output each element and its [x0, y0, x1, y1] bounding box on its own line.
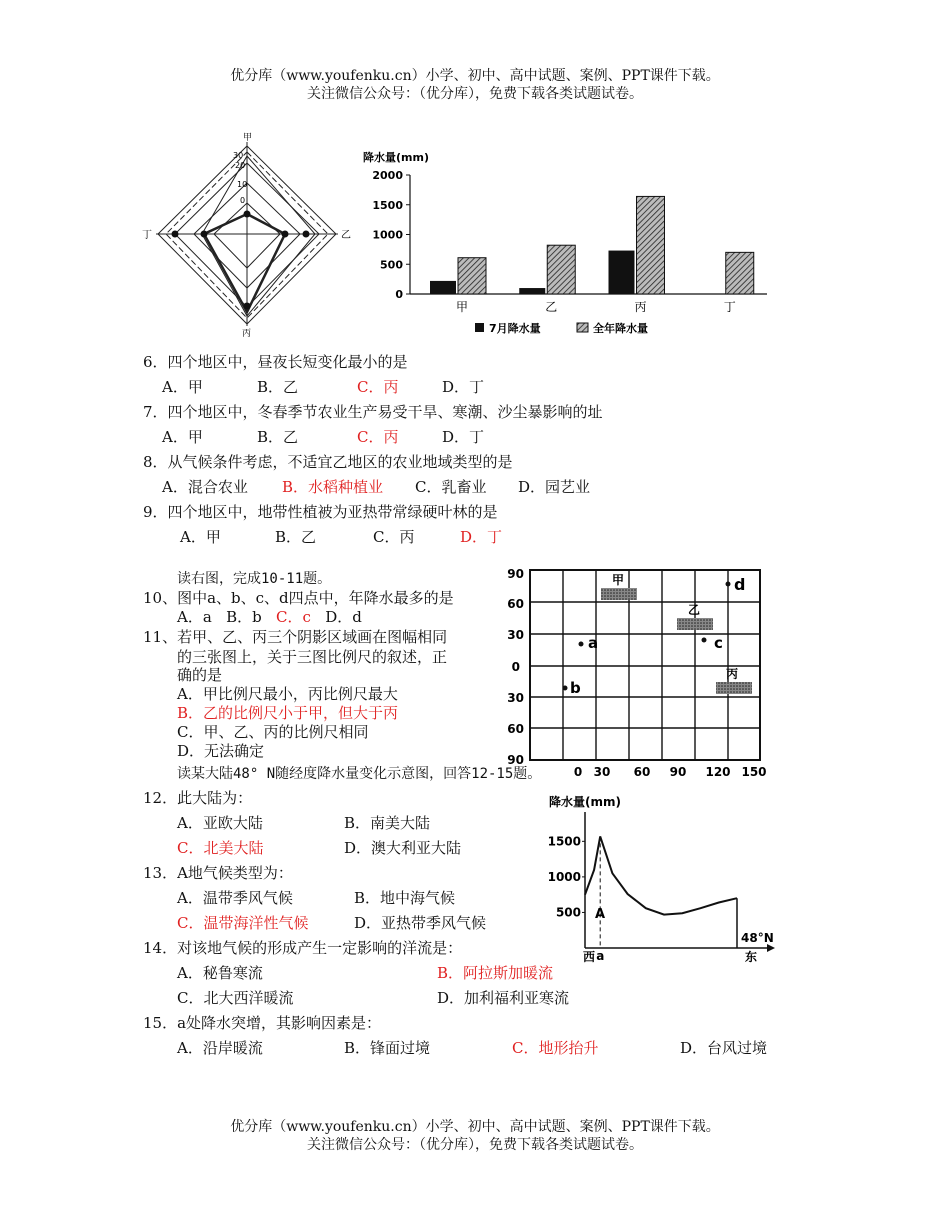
bar-july-1 [519, 288, 545, 294]
radar-point [303, 231, 310, 238]
q8-option-a: A．混合农业 [162, 478, 248, 496]
lon-label: 30 [593, 765, 611, 779]
footer-line-2: 关注微信公众号：（优分库），免费下载各类试题试卷。 [307, 1137, 643, 1153]
west-label: 西 [583, 950, 596, 964]
q11-option-c: C．甲、乙、丙的比例尺相同 [177, 723, 369, 741]
question-7 [143, 402, 603, 422]
lon-label: 150 [741, 765, 767, 779]
lat-label: 60 [507, 597, 524, 611]
q7-option-a: A．甲 [162, 428, 203, 446]
q6-option-c: C．丙 [357, 378, 399, 396]
lat-label: 90 [507, 753, 524, 767]
lat-label: 30 [507, 628, 524, 642]
question-13: 13．A地气候类型为： [143, 864, 293, 882]
q11-option-b: B．乙的比例尺小于甲，但大于丙 [177, 704, 399, 722]
region-label-jia: 甲 [612, 573, 625, 587]
line-ytick-label: 1500 [547, 834, 581, 849]
question-text: 四个地区中，地带性植被为亚热带常绿硬叶林的是 [167, 503, 498, 521]
point-d-label: d [734, 575, 746, 594]
east-label: 东 [745, 950, 758, 964]
region-jia [601, 588, 637, 600]
q13-option-b: B．地中海气候 [354, 889, 456, 907]
radar-label-right: 乙 [341, 230, 351, 241]
question-text: 从气候条件考虑，不适宜乙地区的农业地域类型的是 [167, 453, 513, 471]
bar-annual-3 [726, 252, 754, 294]
question-6 [143, 352, 408, 372]
q9-option-a: A．甲 [180, 528, 221, 546]
region-label-bing: 丙 [726, 667, 739, 681]
bar-category-label: 甲 [455, 300, 469, 314]
q7-option-c: C．丙 [357, 428, 399, 446]
radar-point [282, 231, 289, 238]
q15-option-a: A．沿岸暖流 [177, 1039, 263, 1057]
point-c-label: c [714, 634, 723, 652]
lat-label: 90 [507, 567, 524, 581]
point-d-marker [726, 582, 731, 587]
question-9 [143, 502, 498, 522]
q6-option-b: B．乙 [257, 378, 299, 396]
radar-point [244, 303, 251, 310]
bar-ytick-label: 500 [380, 258, 403, 272]
radar-tick: 10 [237, 180, 248, 189]
region-bing [716, 682, 752, 694]
q14-option-b: B．阿拉斯加暖流 [437, 964, 554, 982]
lon-label: 120 [705, 765, 731, 779]
header-line-1: 优分库（www.youfenku.cn）小学、初中、高中试题、案例、PPT课件下载。 [230, 68, 720, 84]
A-label: A [595, 907, 606, 922]
point-a-marker [579, 642, 584, 647]
question-14: 14．对该地气候的形成产生一定影响的洋流是： [143, 939, 463, 957]
precip-line-chart [545, 790, 780, 965]
question-number: 6． [143, 353, 168, 371]
lon-label: 90 [669, 765, 687, 779]
region-yi [677, 618, 713, 630]
q8-option-b: B．水稻种植业 [282, 478, 384, 496]
section2-intro: 读右图，完成10-11题。 [177, 571, 332, 587]
q6-option-d: D．丁 [442, 378, 485, 396]
radar-point [172, 231, 179, 238]
bar-category-label: 丁 [723, 300, 736, 314]
section3-intro: 读某大陆48° N随经度降水量变化示意图，回答12-15题。 [177, 766, 542, 782]
grid-border [530, 570, 760, 760]
lat-label: 60 [507, 722, 524, 736]
q8-option-d: D．园艺业 [518, 478, 591, 496]
bar-july-0 [430, 281, 456, 294]
footer-line-1: 优分库（www.youfenku.cn）小学、初中、高中试题、案例、PPT课件下载。 [230, 1119, 720, 1135]
bar-ytick-label: 1000 [372, 228, 403, 242]
radar-point [244, 211, 251, 218]
radar-label-bottom: 丙 [242, 329, 252, 339]
bar-chart-title: 降水量(mm) [363, 151, 429, 164]
question-number: 7． [143, 403, 168, 421]
question-text: 四个地区中，冬春季节农业生产易受干旱、寒潮、沙尘暴影响的址 [167, 403, 603, 421]
question-11-line-3: 确的是 [177, 666, 223, 684]
q7-option-b: B．乙 [257, 428, 299, 446]
question-10: 10、图中a、b、c、d四点中，年降水最多的是 [143, 589, 454, 607]
q12-option-a: A．亚欧大陆 [177, 814, 263, 832]
bar-category-label: 乙 [545, 300, 558, 314]
radar-tick: 20 [235, 161, 246, 170]
x-axis-arrow [767, 944, 775, 952]
bar-ytick-label: 2000 [372, 169, 403, 182]
q10-option-c: C．c [276, 608, 311, 626]
a-label: a [596, 949, 605, 963]
point-b-label: b [570, 679, 581, 697]
q15-option-d: D．台风过境 [680, 1039, 768, 1057]
legend-swatch-annual [577, 323, 588, 332]
question-8 [143, 452, 513, 472]
lon-label: 0 [573, 765, 583, 779]
question-12: 12．此大陆为： [143, 789, 253, 807]
bar-july-2 [609, 251, 635, 294]
question-text: 四个地区中，昼夜长短变化最小的是 [167, 353, 408, 371]
q10-option-b: B．b [226, 608, 262, 626]
lat-48n-label: 48°N [741, 931, 774, 945]
bar-annual-0 [458, 258, 486, 294]
radar-chart [140, 130, 360, 340]
q6-option-a: A．甲 [162, 378, 203, 396]
bar-ytick-label: 0 [395, 288, 403, 301]
q10-option-a: A．a [177, 608, 212, 626]
question-11-line-1: 11、若甲、乙、丙三个阴影区域画在图幅相同 [143, 628, 448, 646]
question-15: 15．a处降水突增，其影响因素是： [143, 1014, 382, 1032]
radar-point [201, 231, 208, 238]
point-a-label: a [588, 634, 599, 652]
precip-bar-chart [355, 145, 775, 345]
q10-options [177, 607, 362, 627]
lat-label: 30 [507, 691, 524, 705]
question-number: 8． [143, 453, 168, 471]
legend-july: 7月降水量 [489, 322, 541, 335]
question-number: 9． [143, 503, 168, 521]
q8-option-c: C．乳畜业 [415, 478, 487, 496]
radar-label-left: 丁 [142, 230, 152, 241]
q13-option-d: D．亚热带季风气候 [354, 914, 487, 932]
point-b-marker [563, 686, 568, 691]
line-chart-title: 降水量(mm) [549, 795, 621, 809]
q14-option-a: A．秘鲁寒流 [177, 964, 263, 982]
question-11-line-2: 的三张图上，关于三图比例尺的叙述，正 [177, 648, 448, 666]
bar-annual-1 [547, 245, 575, 294]
q13-option-c: C．温带海洋性气候 [177, 914, 309, 932]
q11-option-d: D．无法确定 [177, 742, 265, 760]
q15-option-b: B．锋面过境 [344, 1039, 431, 1057]
radar-tick: 0 [240, 196, 246, 205]
radar-tick: 30 [233, 151, 244, 160]
q12-option-d: D．澳大利亚大陆 [344, 839, 462, 857]
lat-label: 0 [511, 660, 520, 674]
bar-category-label: 丙 [634, 300, 647, 314]
q10-option-d: D．d [325, 608, 362, 626]
legend-annual: 全年降水量 [593, 322, 648, 335]
precip-curve [585, 836, 737, 914]
point-c-marker [702, 638, 707, 643]
q7-option-d: D．丁 [442, 428, 485, 446]
q14-option-c: C．北大西洋暖流 [177, 989, 294, 1007]
q15-option-c: C．地形抬升 [512, 1039, 599, 1057]
q9-option-d: D．丁 [460, 528, 503, 546]
q9-option-b: B．乙 [275, 528, 317, 546]
q11-option-a: A．甲比例尺最小，丙比例尺最大 [177, 685, 398, 703]
q9-option-c: C．丙 [373, 528, 415, 546]
region-label-yi: 乙 [688, 603, 701, 617]
grid-map [496, 562, 776, 784]
bar-ytick-label: 1500 [372, 198, 403, 212]
bar-annual-2 [637, 196, 665, 294]
q13-option-a: A．温带季风气候 [177, 889, 293, 907]
q14-option-d: D．加利福利亚寒流 [437, 989, 570, 1007]
header-line-2: 关注微信公众号：（优分库），免费下载各类试题试卷。 [307, 86, 643, 102]
line-ytick-label: 1000 [547, 869, 581, 884]
radar-label-top: 甲 [243, 133, 253, 143]
q12-option-b: B．南美大陆 [344, 814, 431, 832]
lon-label: 60 [633, 765, 651, 779]
q12-option-c: C．北美大陆 [177, 839, 264, 857]
legend-swatch-july [475, 323, 484, 332]
line-ytick-label: 500 [555, 905, 581, 920]
